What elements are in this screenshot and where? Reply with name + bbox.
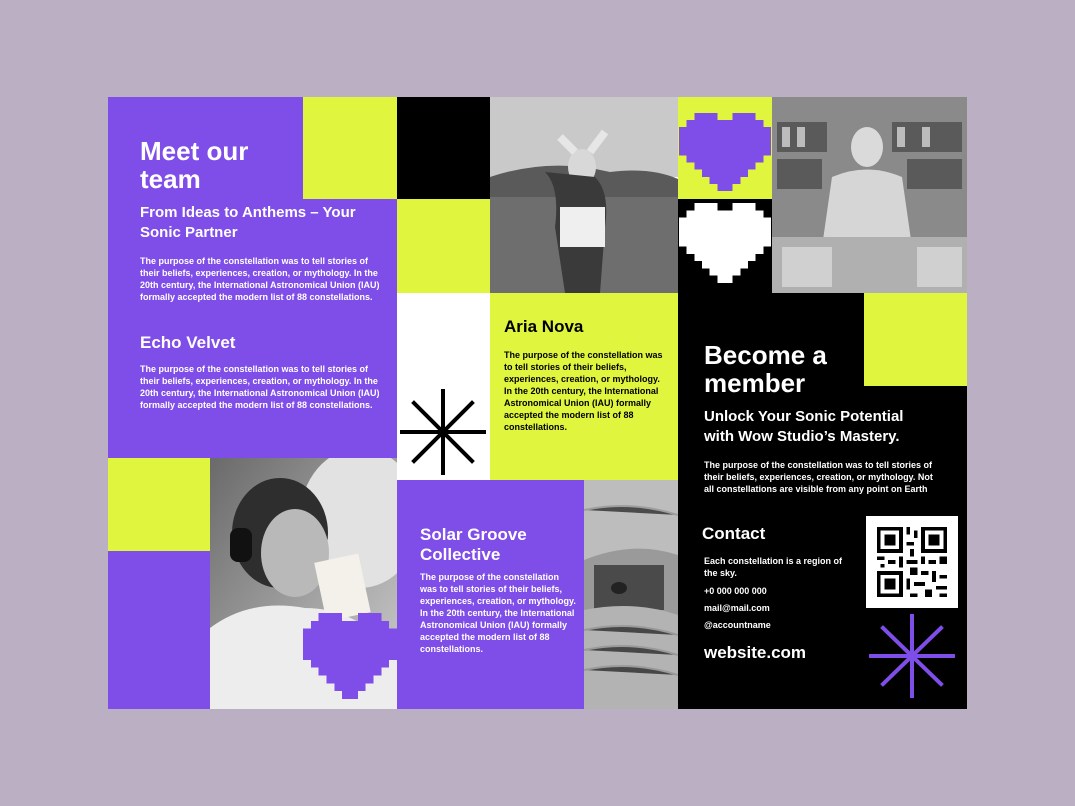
member-name-echo-velvet: Echo Velvet <box>140 333 236 352</box>
member-text-aria-nova: The purpose of the constellation was to tell stories of their beliefs, experiences, creation, or mythology. In the 20th century, the International Astronomical Union (IAU) formally accepted the modern list of 88 constellations. <box>504 350 663 432</box>
lime-block <box>397 199 490 293</box>
left-title: Meet our team <box>140 136 249 194</box>
right-text: The purpose of the constellation was to tell stories of their beliefs, experiences, creation, or mythology. Not all constellations are visible from any point on Earth <box>704 460 933 494</box>
starburst-icon <box>868 613 956 699</box>
pixel-heart-icon <box>679 203 771 283</box>
black-block <box>397 97 490 199</box>
brochure <box>108 97 967 709</box>
lime-block <box>864 293 967 386</box>
qr-code-icon[interactable] <box>866 516 958 608</box>
right-subtitle: Unlock Your Sonic Potential with Wow Studio’s Mastery. <box>704 408 904 445</box>
contact-heading: Contact <box>702 524 766 543</box>
left-intro-text: The purpose of the constellation was to tell stories of their beliefs, experiences, creation, or mythology. In the 20th century, the International Astronomical Union (IAU) formally accepted the modern list of 88 constellations. <box>140 256 380 302</box>
left-subtitle: From Ideas to Anthems – Your Sonic Partner <box>140 204 356 241</box>
contact-text: Each constellation is a region of the sky. <box>704 556 843 578</box>
lime-block <box>303 97 397 199</box>
contact-phone[interactable]: +0 000 000 000 <box>704 586 767 596</box>
member-text-solar-groove: The purpose of the constellation was to tell stories of their beliefs, experiences, creation, or mythology. In the 20th century, the International Astronomical Union (IAU) formally accepted the modern list of 88 constellations. <box>420 572 576 654</box>
member-text-echo-velvet: The purpose of the constellation was to tell stories of their beliefs, experiences, creation, or mythology. In the 20th century, the International Astronomical Union (IAU) formally accepted the modern list of 88 constellations. <box>140 364 380 410</box>
contact-email[interactable]: mail@mail.com <box>704 603 770 613</box>
member-name-aria-nova: Aria Nova <box>504 317 584 336</box>
website-link[interactable]: website.com <box>704 643 807 662</box>
right-title: Become a member <box>704 340 827 398</box>
member-name-solar-groove: Solar Groove Collective <box>420 525 527 564</box>
photo-woman-field <box>490 97 678 293</box>
lime-block <box>108 458 210 551</box>
photo-record-store <box>772 97 967 293</box>
pixel-heart-icon <box>303 613 397 699</box>
pixel-heart-icon <box>679 113 771 191</box>
photo-knit-hat-person <box>584 480 678 709</box>
contact-handle[interactable]: @accountname <box>704 620 771 630</box>
starburst-icon <box>398 387 488 477</box>
